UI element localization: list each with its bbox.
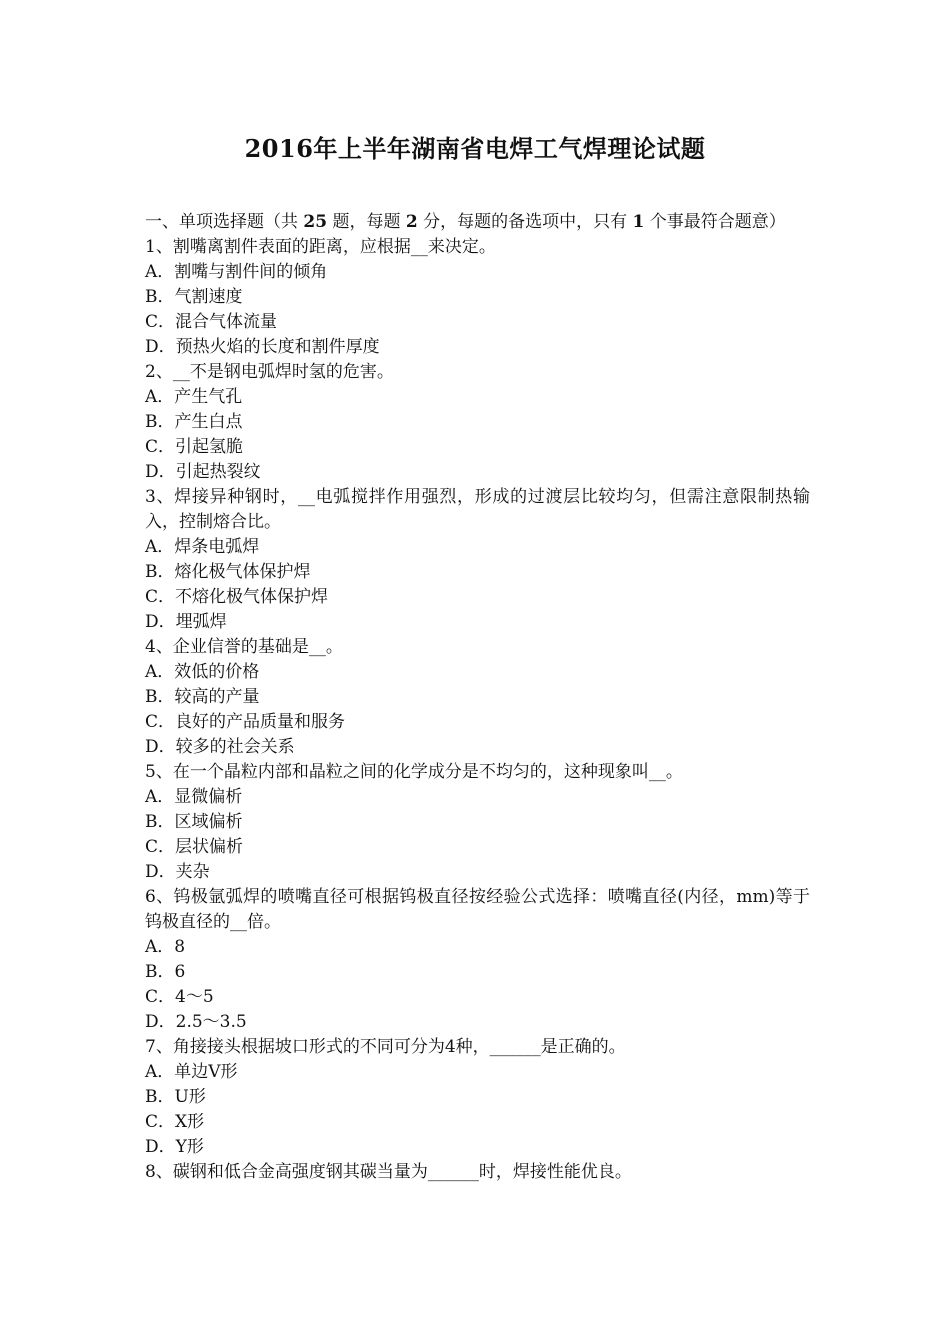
answer-count: 1 <box>632 212 645 232</box>
question-stem: 7、角接接头根据坡口形式的不同可分为4种，______是正确的。 <box>145 1037 626 1057</box>
answer-option: A．产生气孔 <box>145 387 243 407</box>
section-text-a: 一、单项选择题（共 <box>145 212 304 232</box>
answer-option: D．预热火焰的长度和割件厚度 <box>145 337 380 357</box>
question-stem: 2、__不是钢电弧焊时氢的危害。 <box>145 362 394 382</box>
answer-option: B．产生白点 <box>145 412 243 432</box>
answer-option: B．熔化极气体保护焊 <box>145 562 311 582</box>
answer-option: A．效低的价格 <box>145 662 260 682</box>
section-text-b: 题，每题 <box>327 212 406 232</box>
answer-option: A．单边V形 <box>145 1062 238 1082</box>
question-stem: 5、在一个晶粒内部和晶粒之间的化学成分是不均匀的，这种现象叫__。 <box>145 762 683 782</box>
answer-option: A．显微偏析 <box>145 787 243 807</box>
answer-option: B．气割速度 <box>145 287 243 307</box>
answer-option: D．引起热裂纹 <box>145 462 261 482</box>
answer-option: D．埋弧焊 <box>145 612 227 632</box>
page-title: 2016年上半年湖南省电焊工气焊理论试题 <box>244 134 706 163</box>
answer-option: D．2.5～3.5 <box>145 1012 247 1032</box>
answer-option: B．较高的产量 <box>145 687 260 707</box>
answer-option: D．夹杂 <box>145 862 210 882</box>
answer-option: B．6 <box>145 962 186 982</box>
answer-option: A．割嘴与割件间的倾角 <box>145 262 328 282</box>
answer-option: A．焊条电弧焊 <box>145 537 260 557</box>
answer-option: B．U形 <box>145 1087 206 1107</box>
question-stem: 8、碳钢和低合金高强度钢其碳当量为______时，焊接性能优良。 <box>145 1162 632 1182</box>
answer-option: C．层状偏析 <box>145 837 244 857</box>
questions-container <box>145 235 810 1185</box>
question-stem: 6、钨极氩弧焊的喷嘴直径可根据钨极直径按经验公式选择：喷嘴直径(内径，mm)等于钨极直径的__倍。 <box>145 887 810 932</box>
question-score: 2 <box>405 212 418 232</box>
answer-option: B．区域偏析 <box>145 812 243 832</box>
section-text-d: 个事最符合题意） <box>644 212 786 232</box>
answer-option: C．混合气体流量 <box>145 312 278 332</box>
answer-option: A．8 <box>145 937 186 957</box>
question-list <box>145 210 810 1185</box>
answer-option: C．不熔化极气体保护焊 <box>145 587 329 607</box>
answer-option: C．良好的产品质量和服务 <box>145 712 346 732</box>
question-count: 25 <box>303 212 328 232</box>
answer-option: C．引起氢脆 <box>145 437 244 457</box>
question-stem: 3、焊接异种钢时，__电弧搅拌作用强烈，形成的过渡层比较均匀，但需注意限制热输入，控制熔合比。 <box>145 487 810 532</box>
section-text-c: 分，每题的备选项中，只有 <box>417 212 633 232</box>
question-stem: 1、割嘴离割件表面的距离，应根据__来决定。 <box>145 237 496 257</box>
answer-option: C．X形 <box>145 1112 205 1132</box>
answer-option: D．较多的社会关系 <box>145 737 295 757</box>
question-stem: 4、企业信誉的基础是__。 <box>145 637 343 657</box>
answer-option: C．4～5 <box>145 987 214 1007</box>
section-heading <box>145 210 810 235</box>
answer-option: D．Y形 <box>145 1137 204 1157</box>
